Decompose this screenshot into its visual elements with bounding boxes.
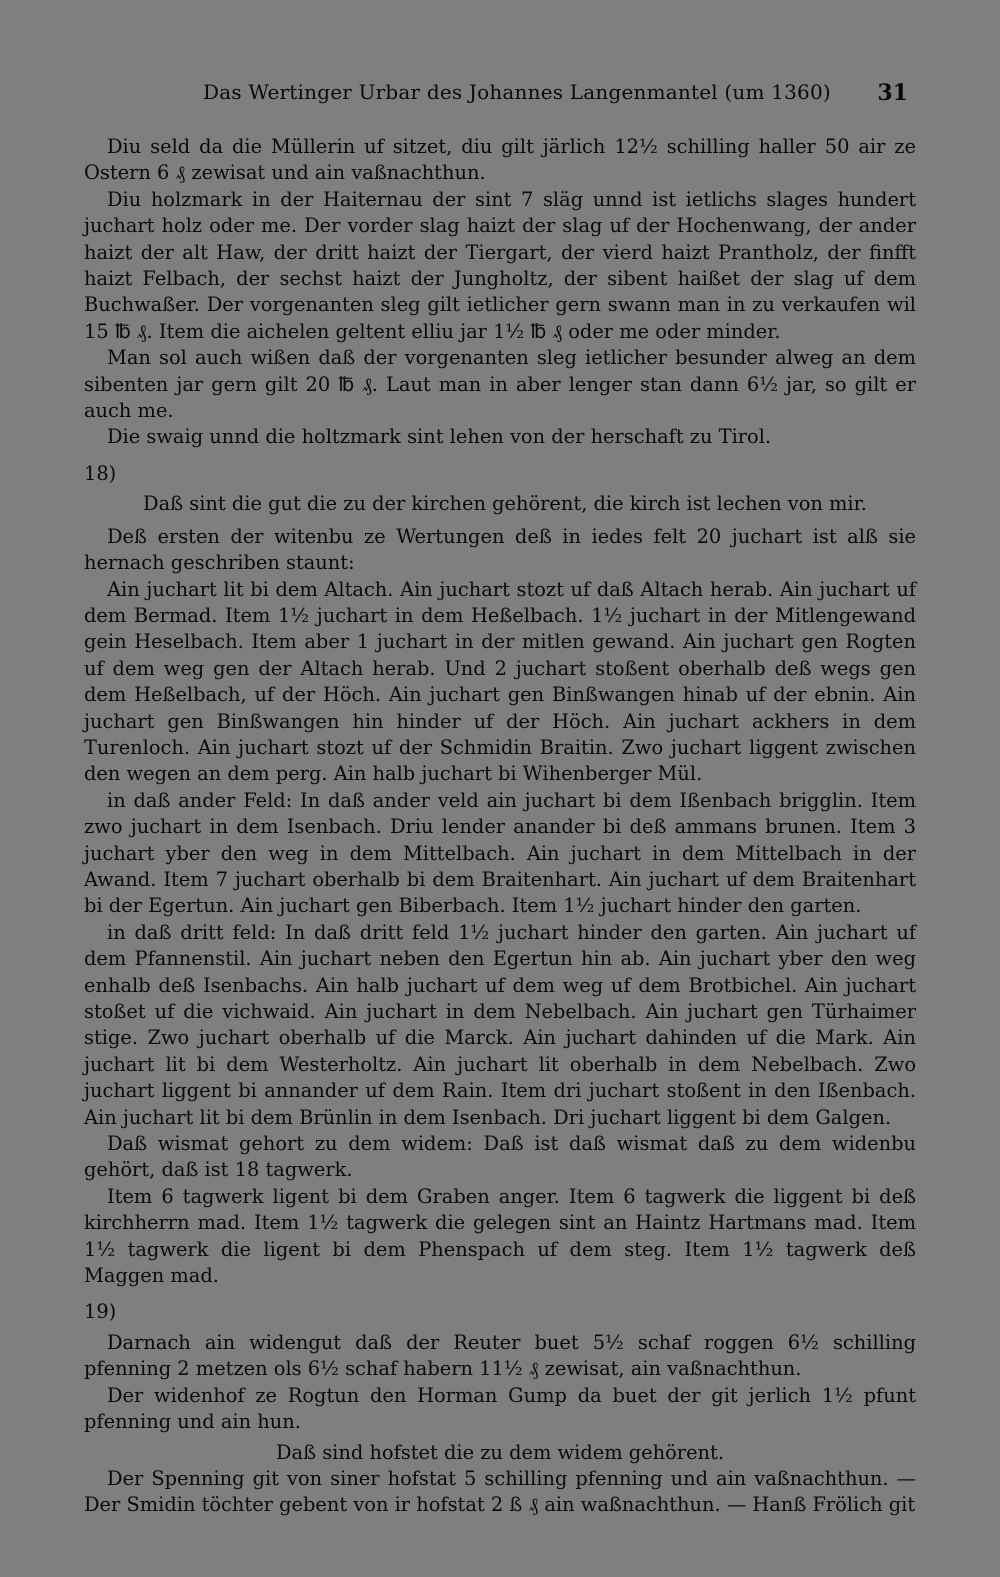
paragraph: Deß ersten der witenbu ze Wertungen deß in iedes felt 20 juchart ist alß sie hernach geschriben staunt: bbox=[84, 524, 916, 575]
paragraph: Diu seld da die Müllerin uf sitzet, diu gilt järlich 12½ schilling haller 50 air ze Ostern 6 ₰ zewisat und ain vaßnachthun. bbox=[84, 135, 916, 185]
paragraph: Der widenhof ze Rogtun den Horman Gump da buet der git jerlich 1½ pfunt pfenning und ain hun. bbox=[84, 1383, 916, 1434]
page-body bbox=[84, 134, 916, 1519]
paragraph: Diu holzmark in der Haiternau der sint 7 släg unnd ist ietlichs slages hundert juchart holz oder me. Der vorder slag haizt der slag uf der Hochenwang, der ander haizt der alt Haw, der dritt haizt der Tiergart, der vierd haizt Prantholz, der finfft haizt Felbach, der sechst haizt der Jungholtz, der sibent haißet der slag uf dem Buchwaßer. Der vorgenanten sleg gilt ietlicher gern swann man in zu verkaufen wil 15 ℔ ₰. Item die aichelen geltent elliu jar 1½ ℔ ₰ oder me oder minder. bbox=[84, 187, 916, 343]
section-heading: Daß sind hofstet die zu dem widem gehörent. bbox=[276, 1440, 724, 1464]
paragraph: Der Spenning git von siner hofstat 5 schilling pfenning und ain vaßnachthun. — Der Smidin töchter gebent von ir hofstat 2 ß ₰ ain waßnachthun. — Hanß Frölich git bbox=[84, 1466, 916, 1517]
page-number: 31 bbox=[877, 80, 908, 106]
paragraph: Item 6 tagwerk ligent bi dem Graben anger. Item 6 tagwerk die liggent bi deß kirchherrn mad. Item 1½ tagwerk die gelegen sint an Haintz Hartmans mad. Item 1½ tagwerk die ligent bi dem Phenspach uf dem steg. Item 1½ tagwerk deß Maggen mad. bbox=[84, 1184, 916, 1288]
paragraph: Ain juchart lit bi dem Altach. Ain juchart stozt uf daß Altach herab. Ain juchart uf dem Bermad. Item 1½ juchart in dem Heßelbach. 1½ juchart in der Mitlengewand gein Heselbach. Item aber 1 juchart in der mitlen gewand. Ain juchart gen Rogten uf dem weg gen der Altach herab. Und 2 juchart stoßent oberhalb deß wegs gen dem Heßelbach, uf der Höch. Ain juchart gen Binßwangen hinab uf der ebnin. Ain juchart gen Binßwangen hin hinder uf der Höch. Ain juchart ackhers in dem Turenloch. Ain juchart stozt uf der Schmidin Braitin. Zwo juchart liggent zwischen den wegen an dem perg. Ain halb juchart bi Wihenberger Mül. bbox=[84, 577, 916, 786]
paragraph: Daß wismat gehort zu dem widem: Daß ist daß wismat daß zu dem widenbu gehört, daß ist 18 tagwerk. bbox=[84, 1132, 916, 1182]
section-heading: Daß sint die gut die zu der kirchen gehörent, die kirch ist lechen von mir. bbox=[143, 492, 867, 516]
section-number: 19) bbox=[84, 1300, 117, 1324]
paragraph: in daß ander Feld: In daß ander veld ain juchart bi dem Ißenbach brigglin. Item zwo juchart in dem Isenbach. Driu lender anander bi deß ammans brunen. Item 3 juchart yber den weg in dem Mittelbach. Ain juchart in dem Mittelbach in der Awand. Item 7 juchart oberhalb bi dem Braitenhart. Ain juchart uf dem Braitenhart bi der Egertun. Ain juchart gen Biberbach. Item 1½ juchart hinder den garten. bbox=[84, 788, 916, 918]
paragraph: Darnach ain widengut daß der Reuter buet 5½ schaf roggen 6½ schilling pfenning 2 metzen ols 6½ schaf habern 11½ ₰ zewisat, ain vaßnachthun. bbox=[84, 1330, 916, 1381]
running-title: Das Wertinger Urbar des Johannes Langenmantel (um 1360) bbox=[203, 80, 831, 104]
paragraph: Die swaig unnd die holtzmark sint lehen von der herschaft zu Tirol. bbox=[107, 425, 772, 449]
paragraph: Man sol auch wißen daß der vorgenanten sleg ietlicher besunder alweg an dem sibenten jar gern gilt 20 ℔ ₰. Laut man in aber lenger stan dann 6½ jar, so gilt er auch me. bbox=[84, 346, 916, 423]
section-number: 18) bbox=[84, 461, 117, 485]
paragraph: in daß dritt feld: In daß dritt feld 1½ juchart hinder den garten. Ain juchart uf dem Pfannenstil. Ain juchart neben den Egertun hin ab. Ain juchart yber den weg enhalb deß Isenbachs. Ain halb juchart uf dem weg uf dem Brotbichel. Ain juchart stoßet uf die vichwaid. Ain juchart in dem Nebelbach. Ain juchart gen Türhaimer stige. Zwo juchart oberhalb uf die Marck. Ain juchart dahinden uf die Mark. Ain juchart lit bi dem Westerholtz. Ain juchart lit oberhalb in dem Nebelbach. Zwo juchart liggent bi annander uf dem Rain. Item dri juchart stoßent in den Ißenbach. Ain juchart lit bi dem Brünlin in dem Isenbach. Dri juchart liggent bi dem Galgen. bbox=[84, 920, 916, 1129]
running-header bbox=[84, 74, 916, 110]
